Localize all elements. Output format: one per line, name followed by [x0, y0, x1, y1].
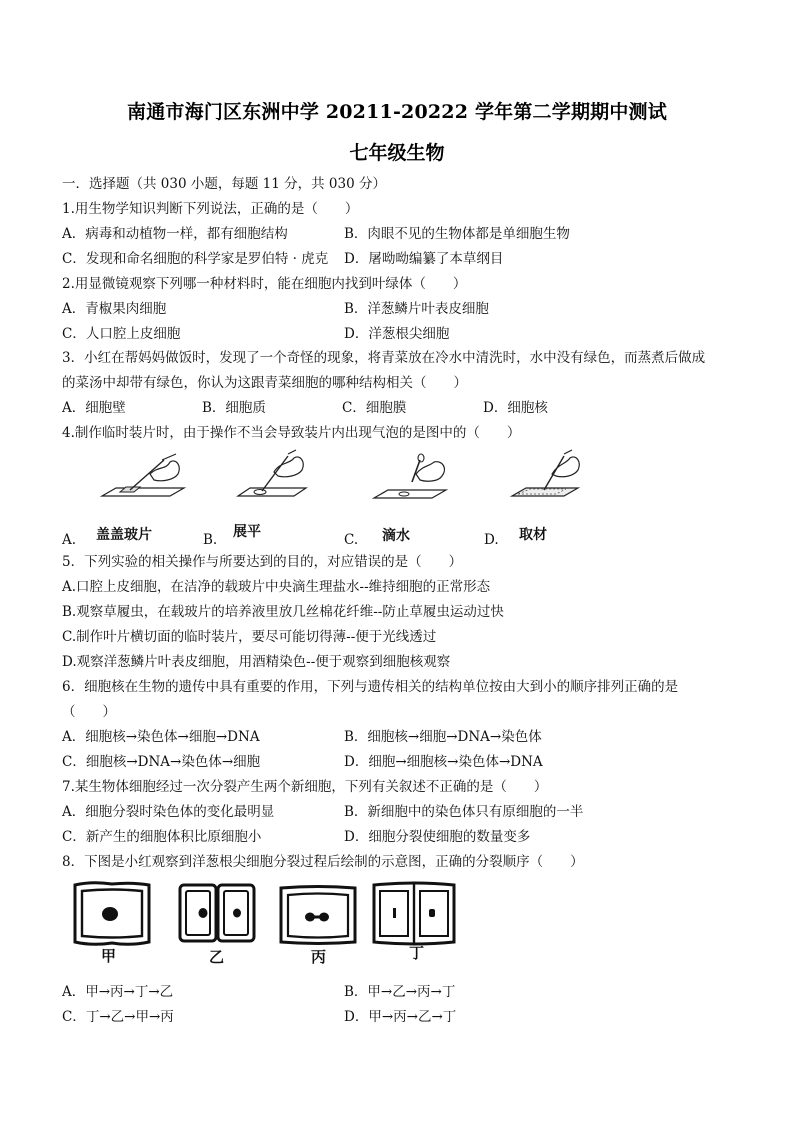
q1-stem: 1.用生物学知识判断下列说法，正确的是（ ）	[62, 201, 359, 217]
cell-diagram-jia	[72, 880, 152, 946]
cell-label-yi: 乙	[209, 948, 225, 966]
q6-option-c: C．细胞核→DNA→染色体→细胞	[62, 754, 261, 770]
q5-option-a: A.口腔上皮细胞，在洁净的载玻片中央滴生理盐水--维持细胞的正常形态	[62, 579, 491, 595]
q6-option-d: D．细胞→细胞核→染色体→DNA	[344, 754, 543, 770]
q6-stem-line1: 6．细胞核在生物的遗传中具有重要的作用，下列与遗传相关的结构单位按由大到小的顺序排列正确的是	[62, 679, 679, 695]
q4-option-c-letter: C.	[344, 532, 359, 548]
cover-slip-illustration	[100, 452, 190, 502]
q7-option-c: C．新产生的细胞体积比原细胞小	[62, 829, 262, 845]
q5-option-c: C.制作叶片横切面的临时装片，要尽可能切得薄--便于光线透过	[62, 629, 437, 645]
q2-option-a: A．青椒果肉细胞	[62, 301, 167, 317]
q7-option-d: D．细胞分裂使细胞的数量变多	[344, 829, 531, 845]
exam-title: 南通市海门区东洲中学 20211-20222 学年第二学期期中测试	[127, 101, 667, 123]
cell-label-ding: 丁	[409, 944, 425, 962]
q2-option-d: D．洋葱根尖细胞	[344, 326, 450, 342]
q8-stem: 8．下图是小红观察到洋葱根尖细胞分裂过程后绘制的示意图，正确的分裂顺序（ ）	[62, 854, 584, 870]
drip-water-illustration	[372, 452, 458, 504]
q8-option-a: A．甲→丙→丁→乙	[62, 984, 174, 1000]
q3-stem-line2: 的菜汤中却带有绿色，你认为这跟青菜细胞的哪种结构相关（ ）	[62, 375, 467, 391]
q3-option-d: D．细胞核	[483, 400, 548, 416]
exam-subtitle: 七年级生物	[349, 142, 445, 164]
q3-stem-line1: 3．小红在帮妈妈做饭时，发现了一个奇怪的现象，将青菜放在冷水中清洗时，水中没有绿色，而蒸煮后做成	[62, 350, 706, 366]
flatten-illustration	[236, 450, 316, 502]
q4-option-a-letter: A.	[62, 532, 77, 548]
q1-option-c: C．发现和命名细胞的科学家是罗伯特 · 虎克	[62, 251, 329, 267]
q2-option-b: B．洋葱鳞片叶表皮细胞	[344, 301, 489, 317]
q8-option-c: C．丁→乙→甲→丙	[62, 1009, 174, 1025]
q8-option-b: B．甲→乙→丙→丁	[344, 984, 456, 1000]
q4-caption-take-material: 取材	[519, 527, 547, 543]
cell-label-jia: 甲	[101, 947, 117, 965]
q4-option-b-letter: B.	[203, 532, 218, 548]
q6-option-b: B．细胞核→细胞→DNA→染色体	[344, 729, 542, 745]
take-material-illustration	[508, 448, 590, 502]
q4-caption-cover-slip: 盖盖玻片	[96, 527, 152, 543]
q4-caption-flatten: 展平	[233, 524, 261, 540]
q7-option-a: A．细胞分裂时染色体的变化最明显	[62, 804, 275, 820]
q4-caption-drip-water: 滴水	[382, 528, 410, 544]
q3-option-c: C．细胞膜	[342, 400, 407, 416]
q8-option-d: D．甲→丙→乙→丁	[344, 1009, 457, 1025]
q5-option-b: B.观察草履虫，在载玻片的培养液里放几丝棉花纤维--防止草履虫运动过快	[62, 604, 504, 620]
q1-option-b: B．肉眼不见的生物体都是单细胞生物	[344, 226, 570, 242]
section-heading: 一．选择题（共 030 小题，每题 11 分，共 030 分）	[62, 176, 386, 192]
q6-option-a: A．细胞核→染色体→细胞→DNA	[62, 729, 260, 745]
q2-option-c: C．人口腔上皮细胞	[62, 326, 181, 342]
q5-stem: 5．下列实验的相关操作与所要达到的目的，对应错误的是（ ）	[62, 554, 463, 570]
q7-option-b: B．新细胞中的染色体只有原细胞的一半	[344, 804, 584, 820]
q3-option-a: A．细胞壁	[62, 400, 126, 416]
q3-option-b: B．细胞质	[202, 400, 266, 416]
q4-stem: 4.制作临时装片时，由于操作不当会导致装片内出现气泡的是图中的（ ）	[62, 425, 521, 441]
cell-label-bing: 丙	[311, 948, 327, 966]
cell-diagram-bing	[278, 884, 358, 946]
cell-diagram-yi	[177, 882, 257, 946]
q1-option-d: D．屠呦呦编纂了本草纲目	[344, 251, 504, 267]
q5-option-d: D.观察洋葱鳞片叶表皮细胞，用酒精染色--便于观察到细胞核观察	[62, 654, 451, 670]
q7-stem: 7.某生物体细胞经过一次分裂产生两个新细胞，下列有关叙述不正确的是（ ）	[62, 779, 548, 795]
q4-option-d-letter: D.	[484, 532, 499, 548]
cell-diagram-ding	[371, 880, 457, 946]
q6-stem-line2: （ ）	[62, 704, 116, 720]
q1-option-a: A．病毒和动植物一样，都有细胞结构	[62, 226, 288, 242]
q2-stem: 2.用显微镜观察下列哪一种材料时，能在细胞内找到叶绿体（ ）	[62, 276, 467, 292]
